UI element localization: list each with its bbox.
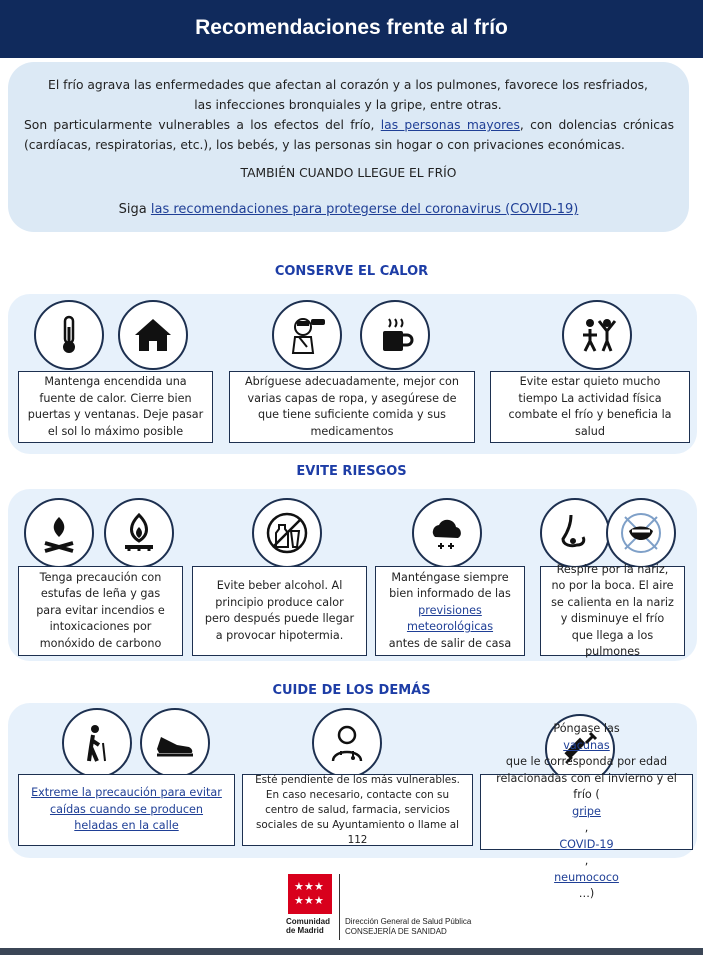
svg-text:★: ★ (314, 880, 324, 893)
intro-text: El frío agrava las enfermedades que afectan al corazón y a los pulmones, favorece los resfriados, las infecciones bronquiales y la gripe, entre otras. (48, 78, 648, 112)
section-title-calor: CONSERVE EL CALOR (274, 264, 429, 279)
info-box-vulnerable: Esté pendiente de los más vulnerables. En caso necesario, contacte con su centro de salud, farmacia, servicios sociales de su Ayuntamiento o llame al 112 (242, 774, 473, 846)
info-box-breathing: Respire por la nariz, no por la boca. El aire se calienta en la nariz y disminuye el frío que llega a los pulmones (540, 566, 685, 656)
svg-text:★: ★ (304, 894, 314, 907)
covid-heading: TAMBIÉN CUANDO LLEGUE EL FRÍO (240, 166, 457, 180)
link-personas-mayores[interactable]: las personas mayores (380, 118, 520, 132)
info-box-stoves: Tenga precaución con estufas de leña y gas para evitar incendios e intoxicaciones por monóxido de carbono (18, 566, 183, 656)
bottom-bar (0, 948, 703, 955)
link-covid19[interactable]: COVID-19 (559, 837, 614, 851)
section-title-riesgos: EVITE RIESGOS (296, 464, 407, 479)
no-alcohol-icon (252, 498, 322, 568)
logo-divider (339, 874, 340, 940)
warm-clothes-icon (272, 300, 342, 370)
svg-text:★: ★ (294, 880, 304, 893)
link-neumococo[interactable]: neumococo (554, 870, 619, 884)
logo-text: Comunidad de Madrid (286, 917, 330, 935)
info-box-vaccines: Póngase las vacunas que le corresponda por edad relacionadas con el invierno y el frío ( gripe , COVID-19 , neumococo …) (480, 774, 693, 850)
exercise-icon (562, 300, 632, 370)
no-mouth-breathing-icon (606, 498, 676, 568)
page-title: Recomendaciones frente al frío (0, 0, 703, 58)
info-box-activity: Evite estar quieto mucho tiempo La actividad física combate el frío y beneficia la salud (490, 371, 690, 443)
thermometer-icon (34, 300, 104, 370)
elderly-person-icon (62, 708, 132, 778)
svg-text:★: ★ (304, 880, 314, 893)
doctor-icon (312, 708, 382, 778)
info-box-alcohol: Evite beber alcohol. Al principio produce calor pero después puede llegar a provocar hipotermia. (192, 566, 367, 656)
campfire-icon (24, 498, 94, 568)
hot-drink-icon (360, 300, 430, 370)
link-gripe[interactable]: gripe (572, 804, 601, 818)
intro-vulnerable-text: Son particularmente vulnerables a los efectos del frío, las personas mayores, con dolencias crónicas (cardíacas, respiratorias, etc.), los bebés, y las personas sin hogar o con privaciones económicas. (24, 118, 675, 152)
weather-icon (412, 498, 482, 568)
svg-text:★: ★ (314, 894, 324, 907)
info-box-weather: Manténgase siempre bien informado de las previsiones meteorológicas antes de salir de casa (375, 566, 525, 656)
link-vacunas[interactable]: vacunas (563, 738, 610, 752)
shoe-icon (140, 708, 210, 778)
comunidad-madrid-logo (288, 874, 332, 914)
intro-panel (8, 62, 689, 232)
nose-icon (540, 498, 610, 568)
department-text: Dirección General de Salud Pública CONSEJERÍA DE SANIDAD (345, 917, 472, 936)
covid-recommendation: Siga las recomendaciones para protegerse del coronavirus (COVID-19) (118, 202, 579, 217)
link-weather-forecast[interactable]: previsiones meteorológicas (406, 603, 494, 634)
link-covid-recommendations[interactable]: las recomendaciones para protegerse del coronavirus (COVID-19) (150, 202, 579, 217)
info-box-falls (18, 774, 235, 846)
svg-text:★: ★ (294, 894, 304, 907)
section-title-demas: CUIDE DE LOS DEMÁS (272, 683, 431, 698)
info-box-heat-source: Mantenga encendida una fuente de calor. Cierre bien puertas y ventanas. Deje pasar el sol lo máximo posible (18, 371, 213, 443)
info-box-clothing: Abríguese adecuadamente, mejor con varias capas de ropa, y asegúrese de que tiene suficiente comida y sus medicamentos (229, 371, 475, 443)
house-icon (118, 300, 188, 370)
gas-flame-icon (104, 498, 174, 568)
link-falls-ice[interactable]: Extreme la precaución para evitar caídas cuando se producen heladas en la calle (31, 786, 222, 833)
